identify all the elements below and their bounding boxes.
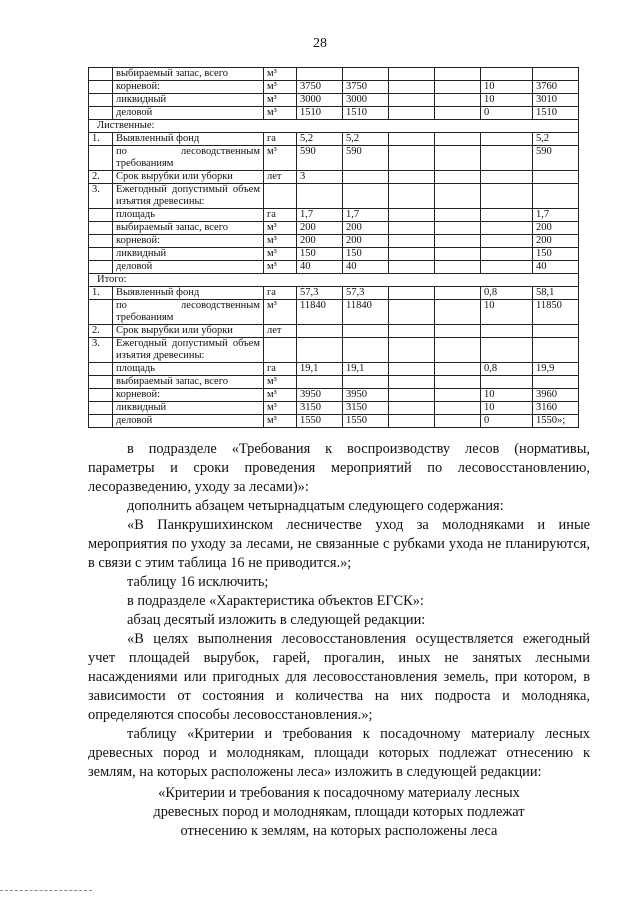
cell-unit: м³ — [264, 94, 297, 107]
cell-c6: 58,1 — [533, 287, 579, 300]
paragraph: таблицу 16 исключить; — [127, 574, 269, 590]
cell-c3 — [389, 300, 435, 325]
cell-c5: 0 — [481, 107, 533, 120]
cell-unit — [264, 184, 297, 209]
cell-c3 — [389, 338, 435, 363]
cell-num — [89, 222, 113, 235]
cell-c2: 1550 — [343, 415, 389, 428]
cell-c2 — [343, 171, 389, 184]
cell-unit: м³ — [264, 248, 297, 261]
cell-c6: 3160 — [533, 402, 579, 415]
table-row — [89, 171, 579, 184]
table-row — [89, 274, 579, 287]
cell-c6 — [533, 171, 579, 184]
cell-name: выбираемый запас, всего — [113, 376, 264, 389]
cell-num: 2. — [89, 325, 113, 338]
cell-c3 — [389, 235, 435, 248]
cell-c3 — [389, 209, 435, 222]
cell-c2: 19,1 — [343, 363, 389, 376]
cell-unit: м³ — [264, 107, 297, 120]
cell-c1: 3950 — [297, 389, 343, 402]
cell-c6: 200 — [533, 235, 579, 248]
cell-c5 — [481, 146, 533, 171]
cell-name: площадь — [113, 209, 264, 222]
cell-c1: 3000 — [297, 94, 343, 107]
table-row — [89, 376, 579, 389]
cell-c6: 19,9 — [533, 363, 579, 376]
cell-c1 — [297, 325, 343, 338]
cell-unit: га — [264, 363, 297, 376]
section-heading: Лиственные: — [89, 120, 579, 133]
cell-c5 — [481, 68, 533, 81]
cell-c6: 40 — [533, 261, 579, 274]
cell-c5: 0,8 — [481, 287, 533, 300]
table-row — [89, 94, 579, 107]
cell-c3 — [389, 68, 435, 81]
cell-name: выбираемый запас, всего — [113, 222, 264, 235]
cell-c1: 150 — [297, 248, 343, 261]
cell-num: 1. — [89, 133, 113, 146]
cell-num — [89, 235, 113, 248]
table-row — [89, 184, 579, 209]
cell-c4 — [435, 248, 481, 261]
table-row — [89, 402, 579, 415]
cell-num — [89, 363, 113, 376]
section-heading: Итого: — [89, 274, 579, 287]
cell-c3 — [389, 107, 435, 120]
cell-c4 — [435, 209, 481, 222]
cell-c4 — [435, 235, 481, 248]
cell-unit: га — [264, 209, 297, 222]
cell-c6: 11850 — [533, 300, 579, 325]
cell-unit: м³ — [264, 402, 297, 415]
cell-c5: 10 — [481, 81, 533, 94]
cell-c1 — [297, 184, 343, 209]
cell-c3 — [389, 415, 435, 428]
cell-name: Ежегодный допустимый объем изъятия древесины: — [113, 338, 264, 363]
table-title: «Критерии и требования к посадочному материалу лесных древесных пород и молоднякам, площади которых подлежат отнесению к землям, на которых расположены леса — [153, 785, 525, 839]
table-row — [89, 120, 579, 133]
cell-c2: 40 — [343, 261, 389, 274]
cell-num: 2. — [89, 171, 113, 184]
cell-c4 — [435, 133, 481, 146]
cell-c4 — [435, 171, 481, 184]
cell-c3 — [389, 325, 435, 338]
page-number: 28 — [313, 36, 327, 51]
cell-unit: м³ — [264, 389, 297, 402]
cell-c2: 3150 — [343, 402, 389, 415]
cell-c3 — [389, 222, 435, 235]
cell-c6: 3010 — [533, 94, 579, 107]
cell-num — [89, 68, 113, 81]
cell-c4 — [435, 287, 481, 300]
cell-c4 — [435, 363, 481, 376]
table-row — [89, 107, 579, 120]
cell-c2 — [343, 338, 389, 363]
cell-unit: м³ — [264, 146, 297, 171]
cell-c4 — [435, 222, 481, 235]
cell-c6: 1510 — [533, 107, 579, 120]
cell-c1: 11840 — [297, 300, 343, 325]
cell-c4 — [435, 338, 481, 363]
cell-num — [89, 248, 113, 261]
cell-unit: м³ — [264, 376, 297, 389]
cell-c1 — [297, 68, 343, 81]
cell-c2: 1,7 — [343, 209, 389, 222]
cell-name: по лесоводственным требованиям — [113, 300, 264, 325]
cell-name: выбираемый запас, всего — [113, 68, 264, 81]
paragraph: таблицу «Критерии и требования к посадочному материалу лесных древесных пород и молоднякам, площади которых подлежат отнесению к землям, на которых расположены леса» изложить в следующей редакции: — [88, 726, 590, 780]
cell-num — [89, 402, 113, 415]
table-row — [89, 415, 579, 428]
cell-c2: 57,3 — [343, 287, 389, 300]
cell-unit: га — [264, 133, 297, 146]
cell-c4 — [435, 94, 481, 107]
cell-c6 — [533, 376, 579, 389]
cell-c1: 3750 — [297, 81, 343, 94]
cell-name: по лесоводственным требованиям — [113, 146, 264, 171]
cell-c1: 200 — [297, 222, 343, 235]
cell-c6: 150 — [533, 248, 579, 261]
cell-c5 — [481, 261, 533, 274]
cell-c3 — [389, 146, 435, 171]
cell-c2: 150 — [343, 248, 389, 261]
table-row — [89, 389, 579, 402]
cell-c5 — [481, 209, 533, 222]
cell-name: площадь — [113, 363, 264, 376]
table-row — [89, 68, 579, 81]
cell-c2: 3000 — [343, 94, 389, 107]
cell-c2 — [343, 68, 389, 81]
cell-num — [89, 94, 113, 107]
cell-c1: 1550 — [297, 415, 343, 428]
cell-name: деловой — [113, 415, 264, 428]
cell-c3 — [389, 287, 435, 300]
paragraph: «В Панкрушихинском лесничестве уход за молодняками и иные мероприятия по уходу за лесами, не связанные с рубками ухода не планируются, в связи с этим таблица 16 не приводится.»; — [88, 517, 590, 571]
table-row — [89, 363, 579, 376]
table-row — [89, 222, 579, 235]
cell-c3 — [389, 389, 435, 402]
cell-c2: 590 — [343, 146, 389, 171]
cell-name: Выявленный фонд — [113, 287, 264, 300]
cell-c3 — [389, 94, 435, 107]
cell-name: Выявленный фонд — [113, 133, 264, 146]
paragraph: абзац десятый изложить в следующей редакции: — [127, 612, 426, 628]
cell-name: Срок вырубки или уборки — [113, 325, 264, 338]
cell-c3 — [389, 248, 435, 261]
cell-c1: 590 — [297, 146, 343, 171]
table-row — [89, 300, 579, 325]
cell-c1: 40 — [297, 261, 343, 274]
cell-c6: 5,2 — [533, 133, 579, 146]
scan-edge-mark — [0, 890, 92, 891]
cell-c1: 57,3 — [297, 287, 343, 300]
cell-name: деловой — [113, 261, 264, 274]
table-row — [89, 325, 579, 338]
cell-c4 — [435, 300, 481, 325]
cell-c4 — [435, 376, 481, 389]
cell-c5 — [481, 133, 533, 146]
cell-c3 — [389, 184, 435, 209]
cell-num — [89, 389, 113, 402]
cell-unit: м³ — [264, 222, 297, 235]
table-row — [89, 261, 579, 274]
paragraph: в подразделе «Характеристика объектов ЕГСК»: — [127, 593, 424, 609]
cell-c5 — [481, 248, 533, 261]
cell-unit — [264, 338, 297, 363]
cell-c1: 1510 — [297, 107, 343, 120]
cell-c2 — [343, 184, 389, 209]
cell-c6: 3960 — [533, 389, 579, 402]
cell-c3 — [389, 81, 435, 94]
cell-num — [89, 261, 113, 274]
cell-c5 — [481, 338, 533, 363]
cell-c3 — [389, 133, 435, 146]
table-row — [89, 81, 579, 94]
cell-c5: 0 — [481, 415, 533, 428]
cell-num — [89, 81, 113, 94]
cell-c2 — [343, 376, 389, 389]
cell-c1 — [297, 376, 343, 389]
cell-c6: 200 — [533, 222, 579, 235]
cell-c5: 0,8 — [481, 363, 533, 376]
cell-unit: га — [264, 287, 297, 300]
cell-c6: 1,7 — [533, 209, 579, 222]
cell-name: корневой: — [113, 235, 264, 248]
cell-c2: 5,2 — [343, 133, 389, 146]
cell-c5 — [481, 235, 533, 248]
cell-num: 3. — [89, 338, 113, 363]
cell-num — [89, 146, 113, 171]
cell-c6 — [533, 338, 579, 363]
cell-c3 — [389, 363, 435, 376]
table-row — [89, 248, 579, 261]
cell-c4 — [435, 261, 481, 274]
cell-c2: 200 — [343, 222, 389, 235]
cell-c4 — [435, 325, 481, 338]
cell-c1 — [297, 338, 343, 363]
cell-c5: 10 — [481, 389, 533, 402]
cell-name: Ежегодный допустимый объем изъятия древесины: — [113, 184, 264, 209]
cell-c4 — [435, 81, 481, 94]
cell-unit: м³ — [264, 68, 297, 81]
cell-c5 — [481, 325, 533, 338]
cell-unit: м³ — [264, 415, 297, 428]
cell-c1: 200 — [297, 235, 343, 248]
cell-c5 — [481, 222, 533, 235]
cell-unit: м³ — [264, 261, 297, 274]
cell-unit: м³ — [264, 81, 297, 94]
cell-c6: 3760 — [533, 81, 579, 94]
forest-data-table — [88, 67, 579, 428]
table-row — [89, 338, 579, 363]
cell-c3 — [389, 261, 435, 274]
cell-unit: лет — [264, 171, 297, 184]
cell-c5 — [481, 376, 533, 389]
cell-c3 — [389, 402, 435, 415]
cell-num — [89, 300, 113, 325]
cell-c5: 10 — [481, 94, 533, 107]
cell-c2: 3950 — [343, 389, 389, 402]
cell-num — [89, 376, 113, 389]
cell-unit: лет — [264, 325, 297, 338]
cell-c1: 3 — [297, 171, 343, 184]
cell-name: корневой: — [113, 81, 264, 94]
cell-c1: 1,7 — [297, 209, 343, 222]
body-text — [88, 440, 590, 841]
cell-c2: 3750 — [343, 81, 389, 94]
cell-name: ликвидный — [113, 248, 264, 261]
cell-c5 — [481, 184, 533, 209]
paragraph: в подразделе «Требования к воспроизводству лесов (нормативы, параметры и сроки проведения мероприятий по лесовосстановлению, лесоразведению, уходу за лесами)»: — [88, 441, 590, 495]
cell-unit: м³ — [264, 235, 297, 248]
cell-c6: 590 — [533, 146, 579, 171]
cell-c2: 1510 — [343, 107, 389, 120]
cell-name: ликвидный — [113, 94, 264, 107]
cell-c4 — [435, 107, 481, 120]
cell-num — [89, 107, 113, 120]
cell-c2: 200 — [343, 235, 389, 248]
cell-c5: 10 — [481, 300, 533, 325]
cell-unit: м³ — [264, 300, 297, 325]
cell-c6 — [533, 184, 579, 209]
cell-c4 — [435, 402, 481, 415]
cell-name: Срок вырубки или уборки — [113, 171, 264, 184]
cell-c6: 1550»; — [533, 415, 579, 428]
cell-c4 — [435, 184, 481, 209]
cell-c3 — [389, 376, 435, 389]
table-row — [89, 235, 579, 248]
cell-c6 — [533, 325, 579, 338]
cell-c5: 10 — [481, 402, 533, 415]
cell-c3 — [389, 171, 435, 184]
cell-c4 — [435, 68, 481, 81]
cell-c1: 19,1 — [297, 363, 343, 376]
paragraph: дополнить абзацем четырнадцатым следующего содержания: — [127, 498, 504, 514]
cell-c4 — [435, 146, 481, 171]
cell-c1: 5,2 — [297, 133, 343, 146]
cell-num: 1. — [89, 287, 113, 300]
cell-c6 — [533, 68, 579, 81]
cell-c4 — [435, 415, 481, 428]
cell-c2 — [343, 325, 389, 338]
cell-c4 — [435, 389, 481, 402]
paragraph: «В целях выполнения лесовосстановления осуществляется ежегодный учет площадей вырубок, гарей, прогалин, иных не занятых лесными насаждениями или пригодных для лесовосстановления земель, при котором, в зависимости от состояния и количества на них подроста и молодняка, определяются способы лесовосстановления.»; — [88, 631, 590, 723]
table-row — [89, 209, 579, 222]
cell-name: ликвидный — [113, 402, 264, 415]
cell-c2: 11840 — [343, 300, 389, 325]
cell-num: 3. — [89, 184, 113, 209]
cell-num — [89, 209, 113, 222]
cell-num — [89, 415, 113, 428]
cell-name: деловой — [113, 107, 264, 120]
cell-name: корневой: — [113, 389, 264, 402]
cell-c5 — [481, 171, 533, 184]
cell-c1: 3150 — [297, 402, 343, 415]
table-row — [89, 146, 579, 171]
table-row — [89, 133, 579, 146]
table-row — [89, 287, 579, 300]
